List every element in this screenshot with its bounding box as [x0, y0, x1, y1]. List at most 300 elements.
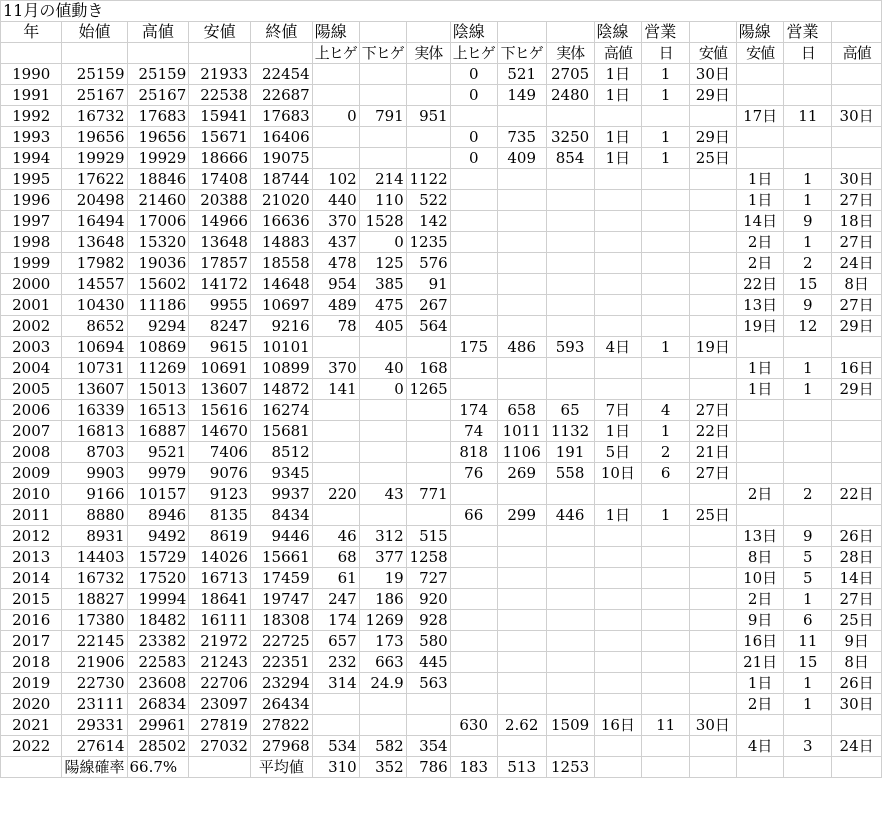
- data-cell[interactable]: [642, 547, 690, 568]
- data-cell[interactable]: [736, 127, 784, 148]
- data-cell[interactable]: 21020: [250, 190, 312, 211]
- data-cell[interactable]: 1: [784, 589, 832, 610]
- data-cell[interactable]: 9521: [127, 442, 189, 463]
- data-cell[interactable]: [359, 148, 406, 169]
- yang-average-cell[interactable]: 786: [406, 757, 450, 778]
- data-cell[interactable]: 21906: [62, 652, 127, 673]
- year-cell[interactable]: 2000: [1, 274, 62, 295]
- data-cell[interactable]: 10157: [127, 484, 189, 505]
- data-cell[interactable]: 102: [312, 169, 359, 190]
- data-cell[interactable]: [642, 211, 690, 232]
- data-cell[interactable]: 174: [450, 400, 497, 421]
- data-cell[interactable]: 11186: [127, 295, 189, 316]
- data-cell[interactable]: [546, 589, 594, 610]
- data-cell[interactable]: 22日: [832, 484, 882, 505]
- header-cell[interactable]: 始値: [62, 22, 127, 43]
- data-cell[interactable]: 16339: [62, 400, 127, 421]
- average-label[interactable]: 平均値: [250, 757, 312, 778]
- data-cell[interactable]: 15: [784, 652, 832, 673]
- data-cell[interactable]: 727: [406, 568, 450, 589]
- data-cell[interactable]: 17006: [127, 211, 189, 232]
- data-cell[interactable]: 22687: [250, 85, 312, 106]
- data-cell[interactable]: [642, 589, 690, 610]
- data-cell[interactable]: 29日: [832, 379, 882, 400]
- data-cell[interactable]: 30日: [832, 169, 882, 190]
- data-cell[interactable]: 19075: [250, 148, 312, 169]
- subheader-cell[interactable]: 日: [642, 43, 690, 64]
- data-cell[interactable]: [312, 85, 359, 106]
- data-cell[interactable]: 10694: [62, 337, 127, 358]
- data-cell[interactable]: [497, 589, 546, 610]
- data-cell[interactable]: [689, 106, 736, 127]
- data-cell[interactable]: 18641: [189, 589, 251, 610]
- data-cell[interactable]: 17日: [736, 106, 784, 127]
- subheader-cell[interactable]: 安値: [689, 43, 736, 64]
- data-cell[interactable]: 191: [546, 442, 594, 463]
- data-cell[interactable]: 10899: [250, 358, 312, 379]
- data-cell[interactable]: 13648: [189, 232, 251, 253]
- data-cell[interactable]: 2: [642, 442, 690, 463]
- data-cell[interactable]: [832, 715, 882, 736]
- yang-average-cell[interactable]: 310: [312, 757, 359, 778]
- data-cell[interactable]: 657: [312, 631, 359, 652]
- data-cell[interactable]: 19929: [127, 148, 189, 169]
- data-cell[interactable]: 791: [359, 106, 406, 127]
- data-cell[interactable]: [594, 526, 642, 547]
- data-cell[interactable]: [497, 694, 546, 715]
- data-cell[interactable]: 16732: [62, 106, 127, 127]
- data-cell[interactable]: [359, 127, 406, 148]
- data-cell[interactable]: 23608: [127, 673, 189, 694]
- data-cell[interactable]: 1: [784, 358, 832, 379]
- data-cell[interactable]: 9日: [736, 610, 784, 631]
- year-cell[interactable]: 2019: [1, 673, 62, 694]
- data-cell[interactable]: [594, 589, 642, 610]
- data-cell[interactable]: [784, 337, 832, 358]
- data-cell[interactable]: 21972: [189, 631, 251, 652]
- data-cell[interactable]: 19656: [127, 127, 189, 148]
- data-cell[interactable]: 65: [546, 400, 594, 421]
- data-cell[interactable]: 0: [450, 64, 497, 85]
- data-cell[interactable]: 1: [784, 169, 832, 190]
- data-cell[interactable]: 9: [784, 295, 832, 316]
- data-cell[interactable]: 409: [497, 148, 546, 169]
- data-cell[interactable]: 23294: [250, 673, 312, 694]
- data-cell[interactable]: 9446: [250, 526, 312, 547]
- data-cell[interactable]: [450, 106, 497, 127]
- data-cell[interactable]: [832, 463, 882, 484]
- data-cell[interactable]: 9955: [189, 295, 251, 316]
- data-cell[interactable]: [312, 715, 359, 736]
- data-cell[interactable]: 8434: [250, 505, 312, 526]
- data-cell[interactable]: 9937: [250, 484, 312, 505]
- data-cell[interactable]: [406, 127, 450, 148]
- data-cell[interactable]: 19036: [127, 253, 189, 274]
- data-cell[interactable]: 24.9: [359, 673, 406, 694]
- data-cell[interactable]: [406, 694, 450, 715]
- header-cell[interactable]: [689, 22, 736, 43]
- data-cell[interactable]: 110: [359, 190, 406, 211]
- data-cell[interactable]: 1: [642, 64, 690, 85]
- data-cell[interactable]: 30日: [689, 715, 736, 736]
- data-cell[interactable]: 818: [450, 442, 497, 463]
- data-cell[interactable]: 10日: [736, 568, 784, 589]
- data-cell[interactable]: 27822: [250, 715, 312, 736]
- year-cell[interactable]: 2002: [1, 316, 62, 337]
- header-cell[interactable]: 営業: [784, 22, 832, 43]
- data-cell[interactable]: 1日: [736, 190, 784, 211]
- data-cell[interactable]: [689, 253, 736, 274]
- data-cell[interactable]: 15602: [127, 274, 189, 295]
- data-cell[interactable]: 17683: [127, 106, 189, 127]
- data-cell[interactable]: 26834: [127, 694, 189, 715]
- data-cell[interactable]: 2480: [546, 85, 594, 106]
- header-cell[interactable]: [359, 22, 406, 43]
- data-cell[interactable]: 10430: [62, 295, 127, 316]
- data-cell[interactable]: [450, 316, 497, 337]
- data-cell[interactable]: 9294: [127, 316, 189, 337]
- data-cell[interactable]: 9166: [62, 484, 127, 505]
- header-cell[interactable]: 陰線: [594, 22, 642, 43]
- data-cell[interactable]: 1528: [359, 211, 406, 232]
- header-cell[interactable]: [497, 22, 546, 43]
- data-cell[interactable]: 3: [784, 736, 832, 757]
- data-cell[interactable]: [359, 442, 406, 463]
- data-cell[interactable]: 15013: [127, 379, 189, 400]
- data-cell[interactable]: 26434: [250, 694, 312, 715]
- data-cell[interactable]: [497, 211, 546, 232]
- data-cell[interactable]: 214: [359, 169, 406, 190]
- data-cell[interactable]: [689, 610, 736, 631]
- year-cell[interactable]: 2022: [1, 736, 62, 757]
- data-cell[interactable]: [832, 64, 882, 85]
- data-cell[interactable]: 78: [312, 316, 359, 337]
- data-cell[interactable]: [359, 463, 406, 484]
- data-cell[interactable]: [450, 190, 497, 211]
- data-cell[interactable]: [832, 127, 882, 148]
- data-cell[interactable]: [689, 358, 736, 379]
- data-cell[interactable]: 1日: [594, 148, 642, 169]
- data-cell[interactable]: 14670: [189, 421, 251, 442]
- data-cell[interactable]: 29331: [62, 715, 127, 736]
- empty-cell[interactable]: [189, 757, 251, 778]
- data-cell[interactable]: [450, 631, 497, 652]
- year-cell[interactable]: 2013: [1, 547, 62, 568]
- data-cell[interactable]: 312: [359, 526, 406, 547]
- data-cell[interactable]: 125: [359, 253, 406, 274]
- data-cell[interactable]: 1日: [736, 169, 784, 190]
- data-cell[interactable]: [312, 400, 359, 421]
- header-cell[interactable]: 陰線: [450, 22, 497, 43]
- yin-average-cell[interactable]: 1253: [546, 757, 594, 778]
- data-cell[interactable]: 27614: [62, 736, 127, 757]
- year-cell[interactable]: 2005: [1, 379, 62, 400]
- data-cell[interactable]: [312, 505, 359, 526]
- data-cell[interactable]: 2: [784, 484, 832, 505]
- data-cell[interactable]: 1日: [594, 505, 642, 526]
- data-cell[interactable]: [784, 127, 832, 148]
- data-cell[interactable]: 10691: [189, 358, 251, 379]
- data-cell[interactable]: [450, 547, 497, 568]
- data-cell[interactable]: [736, 421, 784, 442]
- data-cell[interactable]: 22454: [250, 64, 312, 85]
- yin-average-cell[interactable]: 183: [450, 757, 497, 778]
- subheader-cell[interactable]: 高値: [594, 43, 642, 64]
- year-cell[interactable]: 2008: [1, 442, 62, 463]
- data-cell[interactable]: 580: [406, 631, 450, 652]
- data-cell[interactable]: [497, 379, 546, 400]
- year-cell[interactable]: 1991: [1, 85, 62, 106]
- data-cell[interactable]: 11269: [127, 358, 189, 379]
- data-cell[interactable]: [406, 505, 450, 526]
- data-cell[interactable]: 854: [546, 148, 594, 169]
- data-cell[interactable]: 14日: [736, 211, 784, 232]
- data-cell[interactable]: [736, 463, 784, 484]
- data-cell[interactable]: [450, 526, 497, 547]
- data-cell[interactable]: 9615: [189, 337, 251, 358]
- data-cell[interactable]: 14026: [189, 547, 251, 568]
- data-cell[interactable]: 27日: [832, 190, 882, 211]
- data-cell[interactable]: 6: [642, 463, 690, 484]
- data-cell[interactable]: 663: [359, 652, 406, 673]
- data-cell[interactable]: 10日: [594, 463, 642, 484]
- data-cell[interactable]: 20388: [189, 190, 251, 211]
- data-cell[interactable]: 10731: [62, 358, 127, 379]
- year-cell[interactable]: 2021: [1, 715, 62, 736]
- data-cell[interactable]: [784, 421, 832, 442]
- data-cell[interactable]: [312, 64, 359, 85]
- data-cell[interactable]: [406, 64, 450, 85]
- data-cell[interactable]: 13607: [189, 379, 251, 400]
- data-cell[interactable]: 475: [359, 295, 406, 316]
- data-cell[interactable]: 29日: [689, 85, 736, 106]
- data-cell[interactable]: [450, 358, 497, 379]
- data-cell[interactable]: [784, 400, 832, 421]
- data-cell[interactable]: 30日: [689, 64, 736, 85]
- data-cell[interactable]: 18827: [62, 589, 127, 610]
- data-cell[interactable]: 1122: [406, 169, 450, 190]
- data-cell[interactable]: 15681: [250, 421, 312, 442]
- data-cell[interactable]: 558: [546, 463, 594, 484]
- data-cell[interactable]: 18558: [250, 253, 312, 274]
- subheader-cell[interactable]: [1, 43, 62, 64]
- data-cell[interactable]: 16494: [62, 211, 127, 232]
- data-cell[interactable]: [450, 673, 497, 694]
- data-cell[interactable]: [689, 568, 736, 589]
- data-cell[interactable]: [406, 85, 450, 106]
- data-cell[interactable]: [784, 463, 832, 484]
- data-cell[interactable]: 11: [784, 106, 832, 127]
- data-cell[interactable]: 16513: [127, 400, 189, 421]
- data-cell[interactable]: [689, 736, 736, 757]
- data-cell[interactable]: 16日: [594, 715, 642, 736]
- data-cell[interactable]: [497, 547, 546, 568]
- data-cell[interactable]: 19929: [62, 148, 127, 169]
- subheader-cell[interactable]: 実体: [546, 43, 594, 64]
- header-cell[interactable]: 営業: [642, 22, 690, 43]
- data-cell[interactable]: [832, 85, 882, 106]
- data-cell[interactable]: [497, 316, 546, 337]
- data-cell[interactable]: 1日: [736, 358, 784, 379]
- subheader-cell[interactable]: 下ヒゲ: [497, 43, 546, 64]
- data-cell[interactable]: 15941: [189, 106, 251, 127]
- data-cell[interactable]: 27日: [832, 295, 882, 316]
- data-cell[interactable]: [736, 337, 784, 358]
- data-cell[interactable]: [689, 316, 736, 337]
- data-cell[interactable]: 1: [784, 190, 832, 211]
- data-cell[interactable]: 18744: [250, 169, 312, 190]
- data-cell[interactable]: 22730: [62, 673, 127, 694]
- data-cell[interactable]: 1106: [497, 442, 546, 463]
- yang-average-cell[interactable]: 352: [359, 757, 406, 778]
- data-cell[interactable]: 21日: [736, 652, 784, 673]
- data-cell[interactable]: [359, 715, 406, 736]
- data-cell[interactable]: 7406: [189, 442, 251, 463]
- data-cell[interactable]: 28日: [832, 547, 882, 568]
- data-cell[interactable]: 1265: [406, 379, 450, 400]
- data-cell[interactable]: [594, 736, 642, 757]
- data-cell[interactable]: 370: [312, 358, 359, 379]
- data-cell[interactable]: 16732: [62, 568, 127, 589]
- data-cell[interactable]: [736, 400, 784, 421]
- data-cell[interactable]: 1235: [406, 232, 450, 253]
- header-cell[interactable]: [546, 22, 594, 43]
- data-cell[interactable]: 1: [642, 85, 690, 106]
- data-cell[interactable]: 9903: [62, 463, 127, 484]
- data-cell[interactable]: [497, 232, 546, 253]
- data-cell[interactable]: [594, 379, 642, 400]
- data-cell[interactable]: 1509: [546, 715, 594, 736]
- data-cell[interactable]: 446: [546, 505, 594, 526]
- data-cell[interactable]: 8512: [250, 442, 312, 463]
- data-cell[interactable]: 27日: [832, 232, 882, 253]
- data-cell[interactable]: 22725: [250, 631, 312, 652]
- data-cell[interactable]: [736, 85, 784, 106]
- data-cell[interactable]: 21933: [189, 64, 251, 85]
- data-cell[interactable]: [497, 526, 546, 547]
- data-cell[interactable]: [312, 127, 359, 148]
- data-cell[interactable]: [546, 295, 594, 316]
- year-cell[interactable]: 2003: [1, 337, 62, 358]
- data-cell[interactable]: 377: [359, 547, 406, 568]
- empty-cell[interactable]: [832, 757, 882, 778]
- data-cell[interactable]: [497, 358, 546, 379]
- data-cell[interactable]: 15320: [127, 232, 189, 253]
- year-cell[interactable]: 2020: [1, 694, 62, 715]
- data-cell[interactable]: 27032: [189, 736, 251, 757]
- data-cell[interactable]: 1269: [359, 610, 406, 631]
- data-cell[interactable]: [450, 610, 497, 631]
- data-cell[interactable]: 25159: [62, 64, 127, 85]
- data-cell[interactable]: 16713: [189, 568, 251, 589]
- header-cell[interactable]: 高値: [127, 22, 189, 43]
- data-cell[interactable]: [497, 295, 546, 316]
- data-cell[interactable]: 928: [406, 610, 450, 631]
- data-cell[interactable]: [312, 442, 359, 463]
- data-cell[interactable]: 142: [406, 211, 450, 232]
- data-cell[interactable]: [546, 232, 594, 253]
- data-cell[interactable]: [497, 631, 546, 652]
- header-cell[interactable]: 安値: [189, 22, 251, 43]
- data-cell[interactable]: [450, 589, 497, 610]
- data-cell[interactable]: 14172: [189, 274, 251, 295]
- data-cell[interactable]: 13日: [736, 526, 784, 547]
- data-cell[interactable]: 440: [312, 190, 359, 211]
- data-cell[interactable]: 17982: [62, 253, 127, 274]
- data-cell[interactable]: [832, 442, 882, 463]
- data-cell[interactable]: 0: [359, 232, 406, 253]
- data-cell[interactable]: [406, 421, 450, 442]
- data-cell[interactable]: 18日: [832, 211, 882, 232]
- data-cell[interactable]: 9123: [189, 484, 251, 505]
- data-cell[interactable]: [642, 631, 690, 652]
- data-cell[interactable]: [642, 190, 690, 211]
- data-cell[interactable]: 25167: [127, 85, 189, 106]
- data-cell[interactable]: 1日: [736, 379, 784, 400]
- data-cell[interactable]: 8日: [832, 652, 882, 673]
- data-cell[interactable]: [594, 610, 642, 631]
- data-cell[interactable]: 486: [497, 337, 546, 358]
- data-cell[interactable]: [450, 274, 497, 295]
- data-cell[interactable]: [546, 316, 594, 337]
- data-cell[interactable]: 1: [784, 379, 832, 400]
- year-cell[interactable]: 2016: [1, 610, 62, 631]
- data-cell[interactable]: 1: [642, 421, 690, 442]
- data-cell[interactable]: 771: [406, 484, 450, 505]
- data-cell[interactable]: [406, 148, 450, 169]
- data-cell[interactable]: 14日: [832, 568, 882, 589]
- subheader-cell[interactable]: 上ヒゲ: [450, 43, 497, 64]
- data-cell[interactable]: [594, 169, 642, 190]
- data-cell[interactable]: 23382: [127, 631, 189, 652]
- data-cell[interactable]: 735: [497, 127, 546, 148]
- data-cell[interactable]: 19: [359, 568, 406, 589]
- data-cell[interactable]: 175: [450, 337, 497, 358]
- data-cell[interactable]: 8652: [62, 316, 127, 337]
- data-cell[interactable]: 25159: [127, 64, 189, 85]
- data-cell[interactable]: 22706: [189, 673, 251, 694]
- data-cell[interactable]: 1: [784, 232, 832, 253]
- data-cell[interactable]: 26日: [832, 526, 882, 547]
- data-cell[interactable]: 46: [312, 526, 359, 547]
- data-cell[interactable]: 354: [406, 736, 450, 757]
- data-cell[interactable]: 478: [312, 253, 359, 274]
- data-cell[interactable]: 2705: [546, 64, 594, 85]
- data-cell[interactable]: 9345: [250, 463, 312, 484]
- data-cell[interactable]: [546, 274, 594, 295]
- data-cell[interactable]: [594, 673, 642, 694]
- data-cell[interactable]: 11: [642, 715, 690, 736]
- data-cell[interactable]: [736, 64, 784, 85]
- data-cell[interactable]: 22日: [736, 274, 784, 295]
- data-cell[interactable]: [497, 610, 546, 631]
- data-cell[interactable]: [736, 715, 784, 736]
- data-cell[interactable]: 1日: [594, 64, 642, 85]
- data-cell[interactable]: [594, 652, 642, 673]
- data-cell[interactable]: 2日: [736, 253, 784, 274]
- data-cell[interactable]: [450, 211, 497, 232]
- data-cell[interactable]: [546, 379, 594, 400]
- data-cell[interactable]: [497, 652, 546, 673]
- data-cell[interactable]: [359, 64, 406, 85]
- data-cell[interactable]: [497, 568, 546, 589]
- header-cell[interactable]: 陽線: [312, 22, 359, 43]
- data-cell[interactable]: 7日: [594, 400, 642, 421]
- data-cell[interactable]: [359, 85, 406, 106]
- data-cell[interactable]: 9979: [127, 463, 189, 484]
- data-cell[interactable]: [642, 316, 690, 337]
- data-cell[interactable]: [406, 442, 450, 463]
